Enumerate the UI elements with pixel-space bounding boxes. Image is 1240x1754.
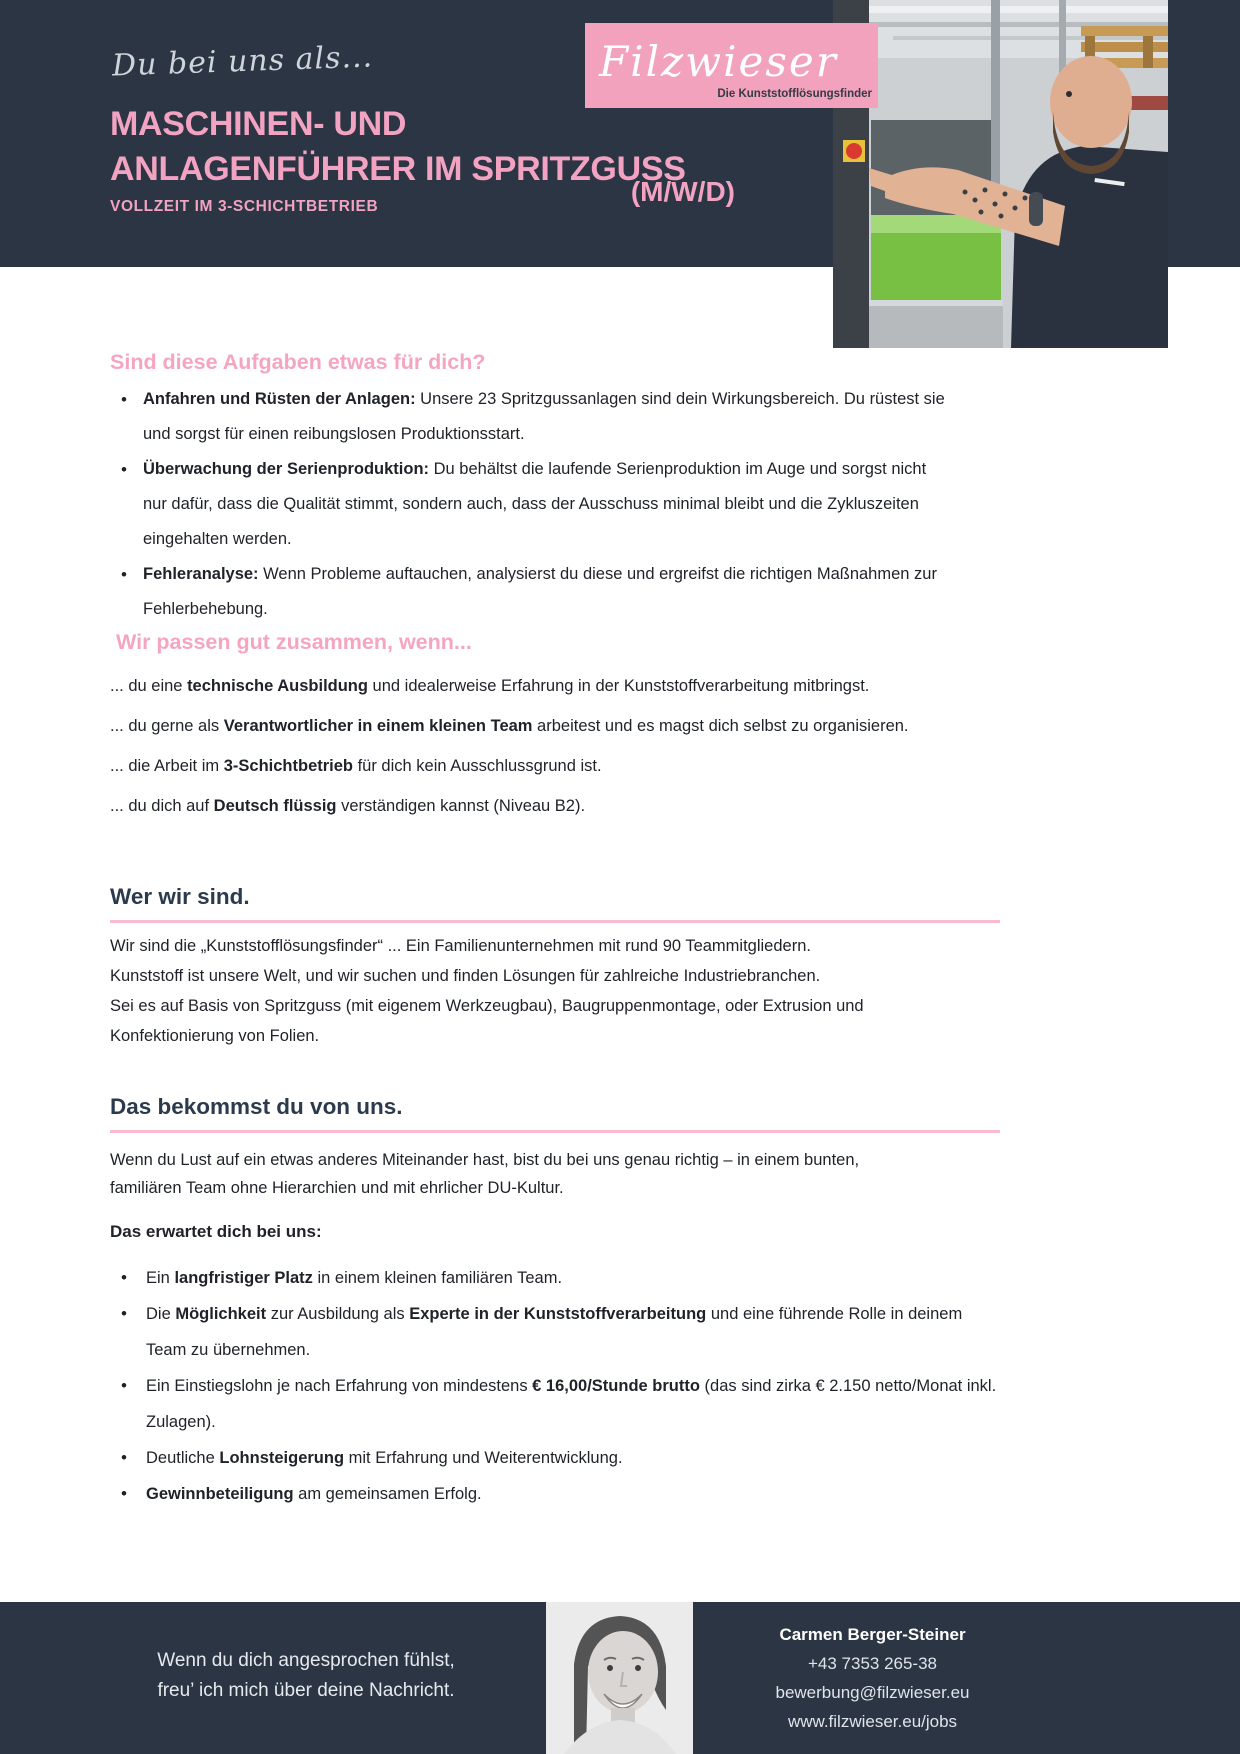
text-run: Experte in der Kunststoffverarbeitung bbox=[409, 1305, 707, 1323]
logo-brand-script: Filzwieser bbox=[599, 37, 838, 86]
contact-email: bewerbung@filzwieser.eu bbox=[775, 1683, 970, 1702]
text-run: am gemeinsamen Erfolg. bbox=[293, 1485, 482, 1503]
text-run: Gewinnbeteiligung bbox=[146, 1485, 294, 1503]
recruiter-photo bbox=[546, 1602, 693, 1754]
text-run: Du behältst die laufende Serienproduktion im Auge und sorgst nicht nur dafür, dass die Qualität stimmt, sondern auch, dass der Ausschuss minimal bleibt und die Zykluszeiten eingehalten werden. bbox=[143, 460, 927, 548]
task-item bbox=[110, 382, 950, 452]
benefit-item bbox=[110, 1296, 1000, 1368]
about-line: Kunststoff ist unsere Welt, und wir suchen und finden Lösungen für zahlreiche Industriebranchen. bbox=[110, 967, 821, 985]
offer-heading: Das bekommst du von uns. bbox=[110, 1094, 403, 1119]
gender-suffix: (M/W/D) bbox=[630, 176, 735, 207]
page-title-line2: ANLAGENFÜHRER IM SPRITZGUSS bbox=[110, 150, 686, 188]
text-run: 3-Schichtbetrieb bbox=[223, 757, 353, 775]
text-run: Wenn Probleme auftauchen, analysierst du diese und ergreifst die richtigen Maßnahmen zur Fehlerbehebung. bbox=[143, 565, 937, 618]
match-line bbox=[110, 786, 1170, 826]
text-run: Lohnsteigerung bbox=[219, 1449, 345, 1467]
tasks-heading: Sind diese Aufgaben etwas für dich? bbox=[110, 350, 486, 374]
logo-tagline: Die Kunststofflösungsfinder bbox=[717, 88, 872, 100]
about-paragraph bbox=[110, 931, 1170, 1051]
text-run: Deutsch flüssig bbox=[213, 797, 337, 815]
about-heading: Wer wir sind. bbox=[110, 884, 250, 909]
footer-contact bbox=[700, 1620, 1045, 1736]
text-run: Deutliche bbox=[146, 1449, 220, 1467]
about-line: Konfektionierung von Folien. bbox=[110, 1027, 320, 1045]
offer-intro bbox=[110, 1146, 1170, 1202]
benefit-item bbox=[110, 1368, 1000, 1440]
about-line: Wir sind die „Kunststofflösungsfinder“ ... Ein Familienunternehmen mit rund 90 Teammitgliedern. bbox=[110, 937, 811, 955]
text-run: (das sind zirka € 2.150 netto/Monat inkl. Zulagen). bbox=[146, 1377, 997, 1431]
match-line bbox=[110, 666, 1170, 706]
text-run: und idealerweise Erfahrung in der Kunststoffverarbeitung mitbringst. bbox=[367, 677, 870, 695]
task-item bbox=[110, 557, 950, 627]
text-run: ... du gerne als bbox=[110, 717, 224, 735]
offer-intro-line: Wenn du Lust auf ein etwas anderes Miteinander hast, bist du bei uns genau richtig – in einem bunten, bbox=[110, 1151, 860, 1169]
benefit-item bbox=[110, 1476, 1000, 1512]
text-run: Anfahren und Rüsten der Anlagen: bbox=[143, 390, 421, 408]
text-run: mit Erfahrung und Weiterentwicklung. bbox=[344, 1449, 623, 1467]
text-run: Ein bbox=[146, 1269, 175, 1287]
worker-photo-art bbox=[833, 0, 1168, 348]
text-run: Die bbox=[146, 1305, 176, 1323]
match-line bbox=[110, 746, 1170, 786]
expect-label: Das erwartet dich bei uns: bbox=[110, 1222, 322, 1241]
text-run: in einem kleinen familiären Team. bbox=[312, 1269, 563, 1287]
text-run: € 16,00/Stunde brutto bbox=[532, 1377, 700, 1395]
contact-phone: +43 7353 265-38 bbox=[807, 1654, 938, 1673]
text-run: Fehleranalyse: bbox=[143, 565, 264, 583]
text-run: Verantwortlicher in einem kleinen Team bbox=[223, 717, 533, 735]
text-run: Ein Einstiegslohn je nach Erfahrung von mindestens bbox=[146, 1377, 533, 1395]
text-run: ... du dich auf bbox=[110, 797, 214, 815]
text-run: technische Ausbildung bbox=[187, 677, 368, 695]
footer-message-line1: Wenn du dich angesprochen fühlst, bbox=[157, 1650, 455, 1671]
worker-photo bbox=[833, 0, 1168, 348]
text-run: und eine führende Rolle in deinem Team zu übernehmen. bbox=[146, 1305, 963, 1359]
recruiter-photo-art bbox=[546, 1602, 693, 1754]
match-heading: Wir passen gut zusammen, wenn... bbox=[116, 630, 472, 654]
contact-website: www.filzwieser.eu/jobs bbox=[787, 1712, 958, 1731]
match-lines bbox=[110, 666, 1170, 826]
company-logo bbox=[585, 23, 878, 108]
text-run: langfristiger Platz bbox=[174, 1269, 313, 1287]
text-run: Überwachung der Serienproduktion: bbox=[143, 460, 434, 478]
text-run: Unsere 23 Spritzgussanlagen sind dein Wirkungsbereich. Du rüstest sie und sorgst für einen reibungslosen Produktionsstart. bbox=[143, 390, 945, 443]
text-run: verständigen kannst (Niveau B2). bbox=[336, 797, 586, 815]
task-item bbox=[110, 452, 950, 557]
offer-intro-line: familiären Team ohne Hierarchien und mit ehrlicher DU-Kultur. bbox=[110, 1179, 564, 1197]
about-line: Sei es auf Basis von Spritzguss (mit eigenem Werkzeugbau), Baugruppenmontage, oder Extrusion und bbox=[110, 997, 864, 1015]
text-run: ... die Arbeit im bbox=[110, 757, 224, 775]
eyebrow-script: Du bei uns als... bbox=[111, 39, 374, 84]
benefits-list bbox=[110, 1260, 1000, 1512]
pink-divider bbox=[110, 920, 1000, 923]
text-run: zur Ausbildung als bbox=[266, 1305, 410, 1323]
pink-divider bbox=[110, 1130, 1000, 1133]
footer-band bbox=[0, 1602, 1240, 1754]
page-title-line1: MASCHINEN- UND bbox=[110, 105, 407, 143]
contact-name: Carmen Berger-Steiner bbox=[779, 1625, 966, 1644]
text-run: arbeitest und es magst dich selbst zu organisieren. bbox=[532, 717, 909, 735]
benefit-item bbox=[110, 1440, 1000, 1476]
text-run: ... du eine bbox=[110, 677, 188, 695]
tasks-list bbox=[110, 382, 950, 627]
match-line bbox=[110, 706, 1170, 746]
footer-message-line2: freu’ ich mich über deine Nachricht. bbox=[157, 1680, 455, 1701]
benefit-item bbox=[110, 1260, 1000, 1296]
footer-message bbox=[106, 1646, 506, 1706]
text-run: für dich kein Ausschlussgrund ist. bbox=[353, 757, 602, 775]
employment-note: VOLLZEIT IM 3-SCHICHTBETRIEB bbox=[110, 198, 379, 215]
text-run: Möglichkeit bbox=[175, 1305, 267, 1323]
